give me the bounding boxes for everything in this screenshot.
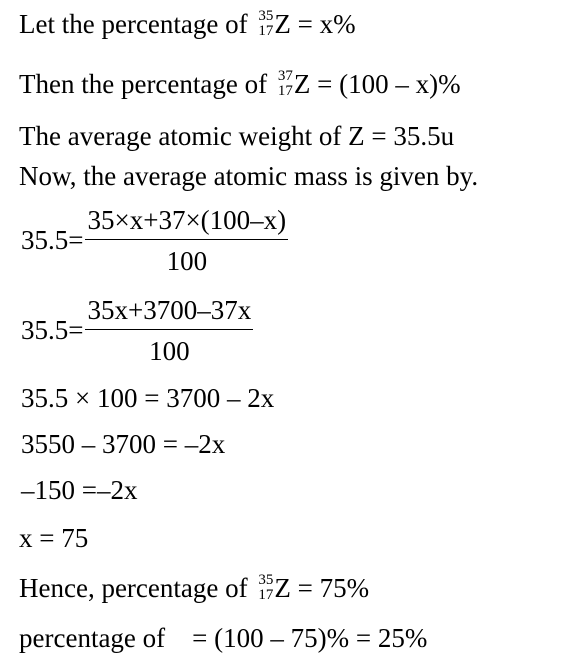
fraction	[85, 295, 253, 366]
line-simplify-step: –150 =–2x	[21, 475, 138, 505]
nuclide-z35	[258, 8, 291, 42]
equation-fraction-1	[21, 205, 288, 276]
line-let-percentage	[19, 8, 356, 42]
line-final-percentage: percentage of = (100 – 75)% = 25%	[19, 623, 428, 653]
mass-number: 35	[258, 7, 274, 24]
element-symbol: Z	[274, 573, 291, 603]
line-average-weight: The average atomic weight of Z = 35.5u	[19, 121, 455, 151]
fraction-numerator: 35×x+37×(100–x)	[85, 205, 288, 240]
fraction-numerator: 35x+3700–37x	[85, 295, 253, 330]
atomic-number: 17	[277, 82, 293, 99]
text-equals-75: = 75%	[297, 573, 370, 603]
line-then-percentage	[19, 68, 461, 102]
line-now-average-mass: Now, the average atomic mass is given by.	[19, 161, 479, 191]
fraction-denominator: 100	[149, 336, 190, 366]
mass-number: 35	[258, 571, 274, 588]
line-x-result: x = 75	[19, 523, 89, 553]
equation-fraction-2	[21, 295, 253, 366]
line-subtract-step: 3550 – 3700 = –2x	[21, 429, 226, 459]
element-symbol: Z	[274, 9, 291, 39]
line-hence-percentage	[19, 572, 369, 606]
mass-number: 37	[277, 67, 293, 84]
nuclide-z37	[278, 68, 311, 102]
line-multiply-step: 35.5 × 100 = 3700 – 2x	[21, 383, 275, 413]
text-then-percentage: Then the percentage of	[19, 69, 268, 99]
element-symbol: Z	[293, 69, 311, 99]
nuclide-z35	[258, 572, 291, 606]
text-equals-x: = x%	[297, 9, 356, 39]
text-hence-percentage: Hence, percentage of	[19, 573, 248, 603]
text-let-percentage: Let the percentage of	[19, 9, 248, 39]
fraction-denominator: 100	[166, 246, 208, 276]
fraction	[85, 205, 288, 276]
equation-lhs: 35.5=	[21, 225, 84, 255]
atomic-number: 17	[258, 22, 274, 39]
equation-lhs: 35.5=	[21, 315, 84, 345]
text-equals-100-minus-x: = (100 – x)%	[317, 69, 461, 99]
atomic-number: 17	[258, 586, 274, 603]
